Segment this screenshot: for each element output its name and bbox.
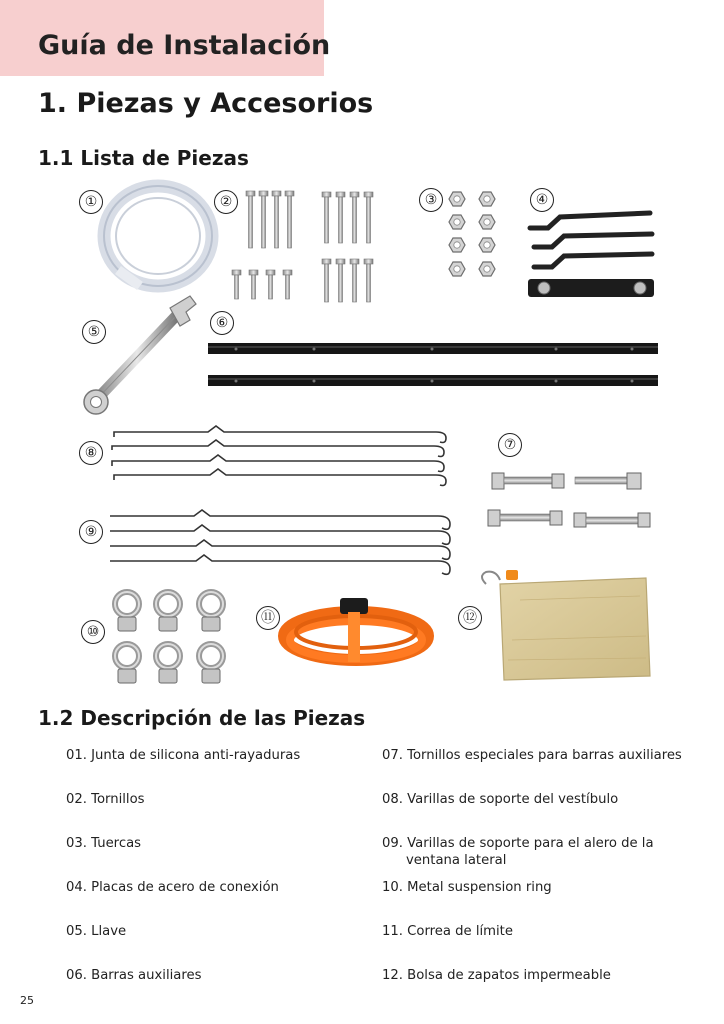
description-item-12: 12. Bolsa de zapatos impermeable	[382, 968, 611, 983]
marker-6: ⑥	[210, 311, 234, 335]
auxiliary-bars	[208, 343, 658, 386]
marker-3: ③	[419, 188, 443, 212]
marker-12: ⑫	[458, 606, 482, 630]
section-title: 1. Piezas y Accesorios	[38, 88, 374, 119]
description-item-04: 04. Placas de acero de conexión	[66, 880, 279, 895]
bolts	[232, 191, 373, 302]
silicone-strip-roll	[104, 186, 212, 286]
guide-title: Guía de Instalación	[38, 30, 331, 61]
suspension-rings	[115, 592, 223, 683]
description-item-07: 07. Tornillos especiales para barras auxiliares	[382, 748, 682, 763]
description-item-05: 05. Llave	[66, 924, 127, 939]
special-bolts	[488, 473, 650, 527]
shoe-bag	[482, 570, 650, 680]
marker-5: ⑤	[82, 320, 106, 344]
parts-list-title: 1.1 Lista de Piezas	[38, 146, 249, 170]
description-item-06: 06. Barras auxiliares	[66, 968, 202, 983]
marker-9: ⑨	[79, 520, 103, 544]
marker-11: ⑪	[256, 606, 280, 630]
description-item-02: 02. Tornillos	[66, 792, 145, 807]
description-item-01: 01. Junta de silicona anti-rayaduras	[66, 748, 301, 763]
vestibule-support-rods	[112, 426, 446, 486]
marker-4: ④	[530, 188, 554, 212]
description-item-09-continuation: ventana lateral	[406, 853, 507, 868]
description-item-03: 03. Tuercas	[66, 836, 142, 851]
limit-strap	[284, 598, 428, 662]
parts-description-title: 1.2 Descripción de las Piezas	[38, 706, 366, 730]
marker-10: ⑩	[81, 620, 105, 644]
description-item-11: 11. Correa de límite	[382, 924, 513, 939]
page-number: 25	[20, 994, 34, 1007]
side-window-eave-rods	[110, 510, 450, 574]
nuts	[449, 192, 495, 276]
connection-plates	[528, 213, 654, 297]
description-item-09: 09. Varillas de soporte para el alero de la	[382, 836, 654, 851]
wrench	[84, 296, 196, 414]
marker-2: ②	[214, 190, 238, 214]
description-item-10: 10. Metal suspension ring	[382, 880, 552, 895]
marker-8: ⑧	[79, 441, 103, 465]
marker-1: ①	[79, 190, 103, 214]
description-item-08: 08. Varillas de soporte del vestíbulo	[382, 792, 619, 807]
marker-7: ⑦	[498, 433, 522, 457]
